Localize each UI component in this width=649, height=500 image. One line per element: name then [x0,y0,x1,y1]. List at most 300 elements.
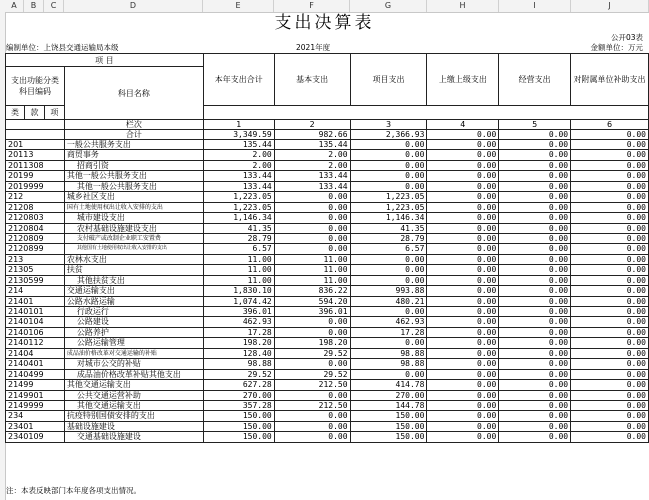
value-cell[interactable]: 0.00 [427,160,499,170]
value-cell[interactable]: 1,223.05 [350,192,427,202]
value-cell[interactable]: 0.00 [499,327,571,337]
value-cell[interactable]: 0.00 [427,390,499,400]
name-cell[interactable]: 农村基础设施建设支出 [64,223,203,233]
code-cell[interactable]: 214 [6,286,65,296]
value-cell[interactable]: 133.44 [274,181,350,191]
total-cell[interactable]: 982.66 [274,130,350,140]
item-header: 项 目 [6,54,204,67]
unit-label: 编制单位：上饶县交通运输局本级 [6,43,119,52]
value-cell[interactable]: 11.00 [203,275,274,285]
value-cell[interactable]: 0.00 [427,327,499,337]
value-cell[interactable]: 0.00 [427,244,499,254]
name-cell[interactable]: 公路水路运输 [64,296,203,306]
code-cell[interactable]: 2019999 [6,181,65,191]
value-cell[interactable]: 0.00 [571,286,649,296]
name-cell[interactable]: 城市建设支出 [64,213,203,223]
col-number-4: 4 [427,120,499,130]
table-row [6,202,649,212]
value-cell[interactable]: 150.00 [203,432,274,442]
total-blank [6,130,65,140]
table-row [6,432,649,442]
name-cell[interactable]: 其他交通运输支出 [64,380,203,390]
value-cell[interactable]: 150.00 [203,411,274,421]
code-cell[interactable]: 2149901 [6,390,65,400]
code-cell[interactable]: 213 [6,254,65,264]
value-cell[interactable]: 2.00 [203,150,274,160]
name-cell[interactable]: 行政运行 [64,307,203,317]
value-cell[interactable]: 0.00 [427,213,499,223]
value-cell[interactable]: 0.00 [427,181,499,191]
value-cell[interactable]: 836.22 [274,286,350,296]
code-cell[interactable]: 2140106 [6,327,65,337]
value-cell[interactable]: 0.00 [274,432,350,442]
column-letter-f[interactable]: F [274,0,350,12]
name-header: 科目名称 [64,67,203,120]
table-row [6,223,649,233]
value-cell[interactable]: 0.00 [427,171,499,181]
value-cell[interactable]: 0.00 [427,275,499,285]
value-cell[interactable]: 0.00 [571,244,649,254]
value-cell[interactable]: 0.00 [571,296,649,306]
value-cell[interactable]: 0.00 [571,202,649,212]
value-cell[interactable]: 0.00 [427,192,499,202]
value-cell[interactable]: 150.00 [350,421,427,431]
value-cell[interactable]: 198.20 [203,338,274,348]
table-row [6,317,649,327]
code-cell[interactable]: 2130599 [6,275,65,285]
value-cell[interactable]: 98.88 [350,359,427,369]
column-letter-b[interactable]: B [24,0,44,12]
value-cell[interactable]: 0.00 [350,265,427,275]
code-cell[interactable]: 23401 [6,421,65,431]
value-cell[interactable]: 396.01 [203,307,274,317]
name-cell[interactable]: 其他国有土地使用权出让收入安排的支出 [64,244,203,254]
value-cell[interactable]: 0.00 [571,307,649,317]
year-label: 2021年度 [296,43,331,52]
value-cell[interactable]: 17.28 [203,327,274,337]
code-cell[interactable]: 2140401 [6,359,65,369]
value-cell[interactable]: 0.00 [499,254,571,264]
value-cell[interactable]: 198.20 [274,338,350,348]
value-cell[interactable]: 0.00 [499,265,571,275]
code-cell[interactable]: 2140112 [6,338,65,348]
value-cell[interactable]: 0.00 [499,286,571,296]
total-label: 合计 [64,130,203,140]
name-cell[interactable]: 国有土地使用权出让收入安排的支出 [64,202,203,212]
name-cell[interactable]: 抗疫特别国债安排的支出 [64,411,203,421]
value-cell[interactable]: 0.00 [274,327,350,337]
value-cell[interactable]: 144.78 [350,400,427,410]
value-cell[interactable]: 133.44 [203,171,274,181]
name-cell[interactable]: 成品油价格改革补贴其他支出 [64,369,203,379]
value-cell[interactable]: 0.00 [274,317,350,327]
code-header: 支出功能分类科目编码 [6,67,65,106]
value-cell[interactable]: 0.00 [571,411,649,421]
value-cell[interactable]: 0.00 [571,275,649,285]
value-cell[interactable]: 135.44 [274,140,350,150]
page-title: 支出决算表 [274,13,375,33]
form-number: 公开03表 [610,33,643,42]
total-cell[interactable]: 0.00 [427,130,499,140]
value-cell[interactable]: 29.52 [274,369,350,379]
value-cell[interactable]: 0.00 [274,213,350,223]
value-cell[interactable]: 0.00 [571,160,649,170]
value-cell[interactable]: 28.79 [203,233,274,243]
code-cell[interactable]: 2120804 [6,223,65,233]
name-cell[interactable]: 成品油价格改革对交通运输的补贴 [64,348,203,358]
value-cell[interactable]: 0.00 [427,233,499,243]
value-cell[interactable]: 0.00 [571,380,649,390]
name-cell[interactable]: 其他交通运输支出 [64,400,203,410]
name-cell[interactable]: 招商引资 [64,160,203,170]
value-cell[interactable]: 0.00 [427,296,499,306]
value-cell[interactable]: 0.00 [350,338,427,348]
name-cell[interactable]: 公路运输管理 [64,338,203,348]
code-cell[interactable]: 20199 [6,171,65,181]
value-cell[interactable]: 98.88 [203,359,274,369]
value-cell[interactable]: 0.00 [427,202,499,212]
table-row [6,275,649,285]
name-cell[interactable]: 其他一般公共服务支出 [64,171,203,181]
value-cell[interactable]: 0.00 [571,369,649,379]
value-cell[interactable]: 0.00 [427,265,499,275]
value-cell[interactable]: 133.44 [203,181,274,191]
value-cell[interactable]: 0.00 [571,421,649,431]
value-cell[interactable]: 17.28 [350,327,427,337]
value-cell[interactable]: 0.00 [499,380,571,390]
value-cell[interactable]: 270.00 [350,390,427,400]
table-row [6,338,649,348]
value-cell[interactable]: 28.79 [350,233,427,243]
code-cell[interactable]: 212 [6,192,65,202]
value-cell[interactable]: 396.01 [274,307,350,317]
value-cell[interactable]: 0.00 [571,265,649,275]
value-cell[interactable]: 0.00 [427,286,499,296]
value-cell[interactable]: 0.00 [350,140,427,150]
column-letter-i[interactable]: I [499,0,571,12]
amount-unit: 金额单位：万元 [590,43,643,52]
value-cell[interactable]: 0.00 [571,233,649,243]
code-cell[interactable]: 2340109 [6,432,65,442]
value-cell[interactable]: 0.00 [499,150,571,160]
column-letter-j[interactable]: J [571,0,649,12]
value-cell[interactable]: 480.21 [350,296,427,306]
value-cell[interactable]: 0.00 [350,171,427,181]
code-cell[interactable]: 21401 [6,296,65,306]
value-cell[interactable]: 0.00 [499,244,571,254]
code-cell[interactable]: 2149999 [6,400,65,410]
table-row [6,411,649,421]
col-header-5: 经营支出 [499,54,571,106]
value-cell[interactable]: 0.00 [427,421,499,431]
total-cell[interactable]: 0.00 [571,130,649,140]
value-cell[interactable]: 0.00 [571,338,649,348]
value-cell[interactable]: 0.00 [427,307,499,317]
name-cell[interactable]: 城乡社区支出 [64,192,203,202]
value-cell[interactable]: 0.00 [571,348,649,358]
value-cell[interactable]: 0.00 [427,359,499,369]
value-cell[interactable]: 414.78 [350,380,427,390]
value-cell[interactable]: 0.00 [499,296,571,306]
name-cell[interactable]: 其他一般公共服务支出 [64,181,203,191]
table-row [6,150,649,160]
table-row [6,192,649,202]
total-cell[interactable]: 2,366.93 [350,130,427,140]
name-cell[interactable]: 公共交通运营补助 [64,390,203,400]
value-cell[interactable]: 41.35 [350,223,427,233]
value-cell[interactable]: 0.00 [274,233,350,243]
name-cell[interactable]: 交通基础设施建设 [64,432,203,442]
value-cell[interactable]: 0.00 [499,421,571,431]
value-cell[interactable]: 0.00 [571,192,649,202]
value-cell[interactable]: 0.00 [499,400,571,410]
value-cell[interactable]: 0.00 [427,380,499,390]
value-cell[interactable]: 0.00 [571,181,649,191]
table-row [6,380,649,390]
code-cell[interactable]: 2140101 [6,307,65,317]
value-cell[interactable]: 135.44 [203,140,274,150]
name-cell[interactable]: 基础设施建设 [64,421,203,431]
name-cell[interactable]: 对城市公交的补贴 [64,359,203,369]
col-header-1: 本年支出合计 [203,54,274,106]
value-cell[interactable]: 0.00 [427,140,499,150]
code-cell[interactable]: 2140499 [6,369,65,379]
value-cell[interactable]: 0.00 [350,275,427,285]
column-letter-c[interactable]: C [44,0,64,12]
value-cell[interactable]: 0.00 [499,411,571,421]
value-cell[interactable]: 0.00 [571,140,649,150]
value-cell[interactable]: 0.00 [499,160,571,170]
col-number-1: 1 [203,120,274,130]
value-cell[interactable]: 150.00 [350,432,427,442]
value-cell[interactable]: 0.00 [499,202,571,212]
col-number-6: 6 [571,120,649,130]
table-row [6,359,649,369]
value-cell[interactable]: 0.00 [571,359,649,369]
name-cell[interactable]: 支付破产或改制企业职工安置费 [64,233,203,243]
xiang-header: 项 [44,106,64,120]
value-cell[interactable]: 29.52 [203,369,274,379]
value-cell[interactable]: 150.00 [350,411,427,421]
table-row [6,327,649,337]
table-row [6,140,649,150]
col-header-2: 基本支出 [274,54,350,106]
total-cell[interactable]: 3,349.59 [203,130,274,140]
col-header-4: 上缴上级支出 [427,54,499,106]
value-cell[interactable]: 6.57 [203,244,274,254]
value-cell[interactable]: 0.00 [427,400,499,410]
code-cell[interactable]: 21305 [6,265,65,275]
value-cell[interactable]: 0.00 [274,390,350,400]
value-cell[interactable]: 0.00 [274,223,350,233]
value-cell[interactable]: 0.00 [274,359,350,369]
value-cell[interactable]: 0.00 [499,307,571,317]
value-cell[interactable]: 270.00 [203,390,274,400]
value-cell[interactable]: 0.00 [427,317,499,327]
value-cell[interactable]: 1,146.34 [350,213,427,223]
lanci-label: 栏次 [64,120,203,130]
col-header-3: 项目支出 [350,54,427,106]
name-cell[interactable]: 其他扶贫支出 [64,275,203,285]
value-cell[interactable]: 0.00 [350,160,427,170]
value-cell[interactable]: 11.00 [203,254,274,264]
code-cell[interactable]: 201 [6,140,65,150]
value-cell[interactable]: 0.00 [571,327,649,337]
value-cell[interactable]: 0.00 [499,233,571,243]
value-cell[interactable]: 0.00 [427,223,499,233]
name-cell[interactable]: 交通运输支出 [64,286,203,296]
value-cell[interactable]: 0.00 [499,223,571,233]
col-header-6: 对附属单位补助支出 [571,54,649,106]
value-cell[interactable]: 0.00 [499,390,571,400]
value-cell[interactable]: 0.00 [427,411,499,421]
value-cell[interactable]: 0.00 [427,150,499,160]
column-letter-e[interactable]: E [203,0,274,12]
code-cell[interactable]: 2140104 [6,317,65,327]
name-cell[interactable]: 一般公共服务支出 [64,140,203,150]
value-cell[interactable]: 357.28 [203,400,274,410]
value-cell[interactable]: 0.00 [499,181,571,191]
table-row [6,233,649,243]
value-cell[interactable]: 29.52 [274,348,350,358]
value-cell[interactable]: 0.00 [499,213,571,223]
col-number-5: 5 [499,120,571,130]
value-cell[interactable]: 150.00 [203,421,274,431]
code-cell[interactable]: 21208 [6,202,65,212]
header-spacer [203,106,648,120]
value-cell[interactable]: 1,074.42 [203,296,274,306]
table-row [6,171,649,181]
column-letter-a[interactable]: A [5,0,24,12]
value-cell[interactable]: 0.00 [350,254,427,264]
value-cell[interactable]: 0.00 [571,171,649,181]
code-cell[interactable]: 2011308 [6,160,65,170]
value-cell[interactable]: 0.00 [571,317,649,327]
value-cell[interactable]: 212.50 [274,380,350,390]
table-row [6,254,649,264]
value-cell[interactable]: 462.93 [350,317,427,327]
column-letter-d[interactable]: D [64,0,203,12]
value-cell[interactable]: 2.00 [274,150,350,160]
table-row [6,286,649,296]
value-cell[interactable]: 128.40 [203,348,274,358]
value-cell[interactable]: 0.00 [571,400,649,410]
value-cell[interactable]: 2.00 [274,160,350,170]
footnote: 注：本表反映部门本年度各项支出情况。 [6,486,141,495]
code-cell[interactable]: 20113 [6,150,65,160]
table-row [6,307,649,317]
name-cell[interactable]: 农林水支出 [64,254,203,264]
value-cell[interactable]: 993.88 [350,286,427,296]
column-letter-g[interactable]: G [350,0,427,12]
value-cell[interactable]: 11.00 [274,275,350,285]
value-cell[interactable]: 0.00 [499,140,571,150]
code-cell[interactable]: 2120809 [6,233,65,243]
value-cell[interactable]: 0.00 [274,421,350,431]
table-row [6,400,649,410]
table-row [6,369,649,379]
column-letter-h[interactable]: H [427,0,499,12]
value-cell[interactable]: 594.20 [274,296,350,306]
table-row [6,390,649,400]
value-cell[interactable]: 133.44 [274,171,350,181]
value-cell[interactable]: 0.00 [427,348,499,358]
value-cell[interactable]: 0.00 [350,307,427,317]
value-cell[interactable]: 0.00 [427,432,499,442]
value-cell[interactable]: 0.00 [571,213,649,223]
value-cell[interactable]: 0.00 [427,254,499,264]
value-cell[interactable]: 1,830.10 [203,286,274,296]
value-cell[interactable]: 0.00 [274,192,350,202]
col-number-2: 2 [274,120,350,130]
value-cell[interactable]: 0.00 [427,338,499,348]
name-cell[interactable]: 商贸事务 [64,150,203,160]
value-cell[interactable]: 2.00 [203,160,274,170]
table-row [6,348,649,358]
table-row [6,244,649,254]
code-cell[interactable]: 21404 [6,348,65,358]
value-cell[interactable]: 0.00 [350,181,427,191]
value-cell[interactable]: 0.00 [350,369,427,379]
value-cell[interactable]: 11.00 [203,265,274,275]
value-cell[interactable]: 11.00 [274,254,350,264]
name-cell[interactable]: 公路建设 [64,317,203,327]
value-cell[interactable]: 462.93 [203,317,274,327]
value-cell[interactable]: 1,146.34 [203,213,274,223]
code-cell[interactable]: 21499 [6,380,65,390]
value-cell[interactable]: 0.00 [499,192,571,202]
value-cell[interactable]: 41.35 [203,223,274,233]
value-cell[interactable]: 1,223.05 [350,202,427,212]
value-cell[interactable]: 0.00 [499,171,571,181]
value-cell[interactable]: 1,223.05 [203,192,274,202]
name-cell[interactable]: 公路养护 [64,327,203,337]
value-cell[interactable]: 0.00 [571,150,649,160]
value-cell[interactable]: 0.00 [499,348,571,358]
lei-header: 类 [6,106,25,120]
value-cell[interactable]: 0.00 [274,411,350,421]
value-cell[interactable]: 0.00 [499,317,571,327]
value-cell[interactable]: 212.50 [274,400,350,410]
value-cell[interactable]: 0.00 [571,223,649,233]
value-cell[interactable]: 0.00 [499,369,571,379]
value-cell[interactable]: 0.00 [350,150,427,160]
value-cell[interactable]: 1,223.05 [203,202,274,212]
value-cell[interactable]: 0.00 [571,390,649,400]
value-cell[interactable]: 0.00 [499,432,571,442]
value-cell[interactable]: 0.00 [274,202,350,212]
value-cell[interactable]: 627.28 [203,380,274,390]
value-cell[interactable]: 0.00 [571,254,649,264]
table-row [6,296,649,306]
value-cell[interactable]: 98.88 [350,348,427,358]
value-cell[interactable]: 11.00 [274,265,350,275]
kuan-header: 款 [24,106,44,120]
code-cell[interactable]: 234 [6,411,65,421]
value-cell[interactable]: 6.57 [350,244,427,254]
value-cell[interactable]: 0.00 [427,369,499,379]
name-cell[interactable]: 扶贫 [64,265,203,275]
value-cell[interactable]: 0.00 [274,244,350,254]
value-cell[interactable]: 0.00 [571,432,649,442]
table-row [6,265,649,275]
value-cell[interactable]: 0.00 [499,359,571,369]
value-cell[interactable]: 0.00 [499,275,571,285]
value-cell[interactable]: 0.00 [499,338,571,348]
code-cell[interactable]: 2120803 [6,213,65,223]
total-cell[interactable]: 0.00 [499,130,571,140]
code-cell[interactable]: 2120899 [6,244,65,254]
